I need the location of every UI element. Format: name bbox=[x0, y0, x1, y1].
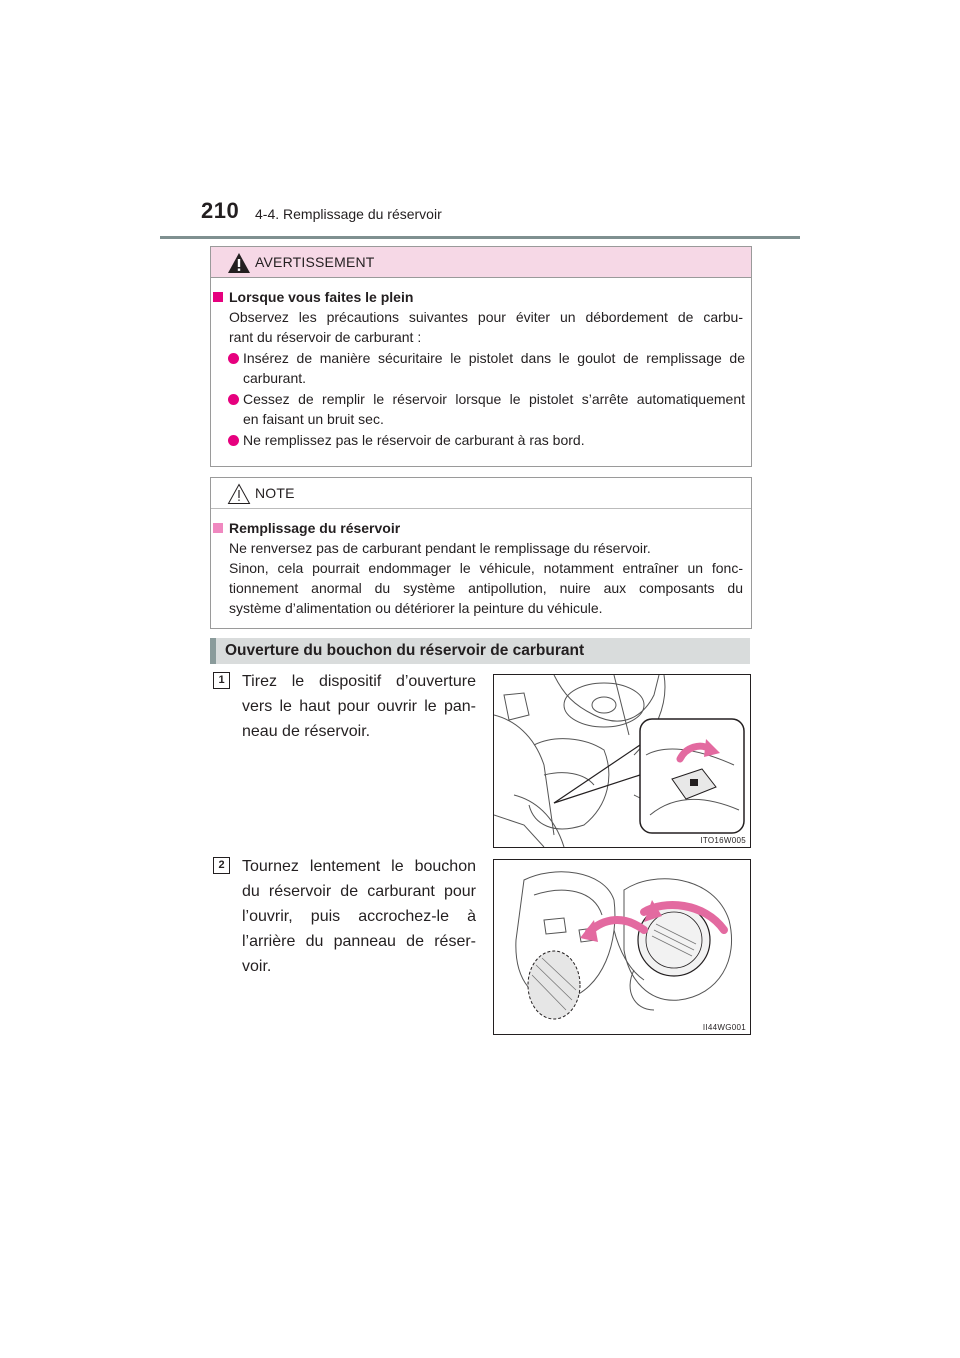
bullet-dot-icon bbox=[228, 435, 239, 446]
square-bullet-icon bbox=[213, 292, 223, 302]
fuel-cap-illustration bbox=[494, 860, 750, 1034]
square-bullet-icon bbox=[213, 523, 223, 533]
band-accent-bar bbox=[210, 638, 216, 664]
caution-outline-icon bbox=[227, 483, 251, 505]
step-text-2: Tournez lentement le bouchon du réservoir de carburant pour l’ouvrir, puis accrochez-le à l’arrière du panneau de réser- voir. bbox=[242, 858, 476, 975]
page-header bbox=[160, 198, 800, 239]
step-number-2: 2 bbox=[213, 857, 230, 874]
note-box bbox=[210, 477, 752, 629]
note-header bbox=[211, 478, 751, 509]
figure-fuel-door-opener bbox=[493, 674, 751, 848]
figure-fuel-cap bbox=[493, 859, 751, 1035]
warning-intro: Observez les précautions suivantes pour éviter un débordement de carbu- rant du réservoir de carburant : bbox=[229, 309, 743, 345]
figure-code: II44WG001 bbox=[702, 1023, 746, 1032]
note-subhead: Remplissage du réservoir bbox=[229, 520, 401, 536]
warning-bullet-2: Cessez de remplir le réservoir lorsque le pistolet s’arrête automatiquement en faisant un bruit sec. bbox=[243, 391, 745, 427]
bullet-dot-icon bbox=[228, 394, 239, 405]
figure-code: ITO16W005 bbox=[700, 836, 746, 845]
warning-triangle-icon bbox=[227, 252, 251, 274]
page-number: 210 bbox=[201, 198, 240, 223]
warning-header bbox=[211, 247, 751, 278]
bullet-dot-icon bbox=[228, 353, 239, 364]
warning-bullet-3: Ne remplissez pas le réservoir de carburant à ras bord. bbox=[243, 432, 585, 448]
car-interior-illustration bbox=[494, 675, 750, 847]
step-text-1: Tirez le dispositif d’ouverture vers le haut pour ouvrir le pan- neau de réservoir. bbox=[242, 673, 476, 740]
warning-box bbox=[210, 246, 752, 467]
warning-subhead: Lorsque vous faites le plein bbox=[229, 289, 414, 305]
step-number-1: 1 bbox=[213, 672, 230, 689]
section-title: 4-4. Remplissage du réservoir bbox=[255, 206, 442, 222]
warning-label: AVERTISSEMENT bbox=[255, 254, 375, 270]
section-band-title: Ouverture du bouchon du réservoir de carburant bbox=[225, 642, 585, 659]
warning-bullet-1: Insérez de manière sécuritaire le pistolet dans le goulot de remplissage de carburant. bbox=[243, 350, 745, 386]
section-band bbox=[210, 638, 750, 664]
note-body: Ne renversez pas de carburant pendant le remplissage du réservoir. Sinon, cela pourrait endommager le véhicule, notamment entraîner un fonc- tionnement anormal du système antipollution, nuire aux composants du système d’alimentation ou détériorer la peinture du véhicule. bbox=[229, 540, 743, 616]
note-label: NOTE bbox=[255, 485, 295, 501]
